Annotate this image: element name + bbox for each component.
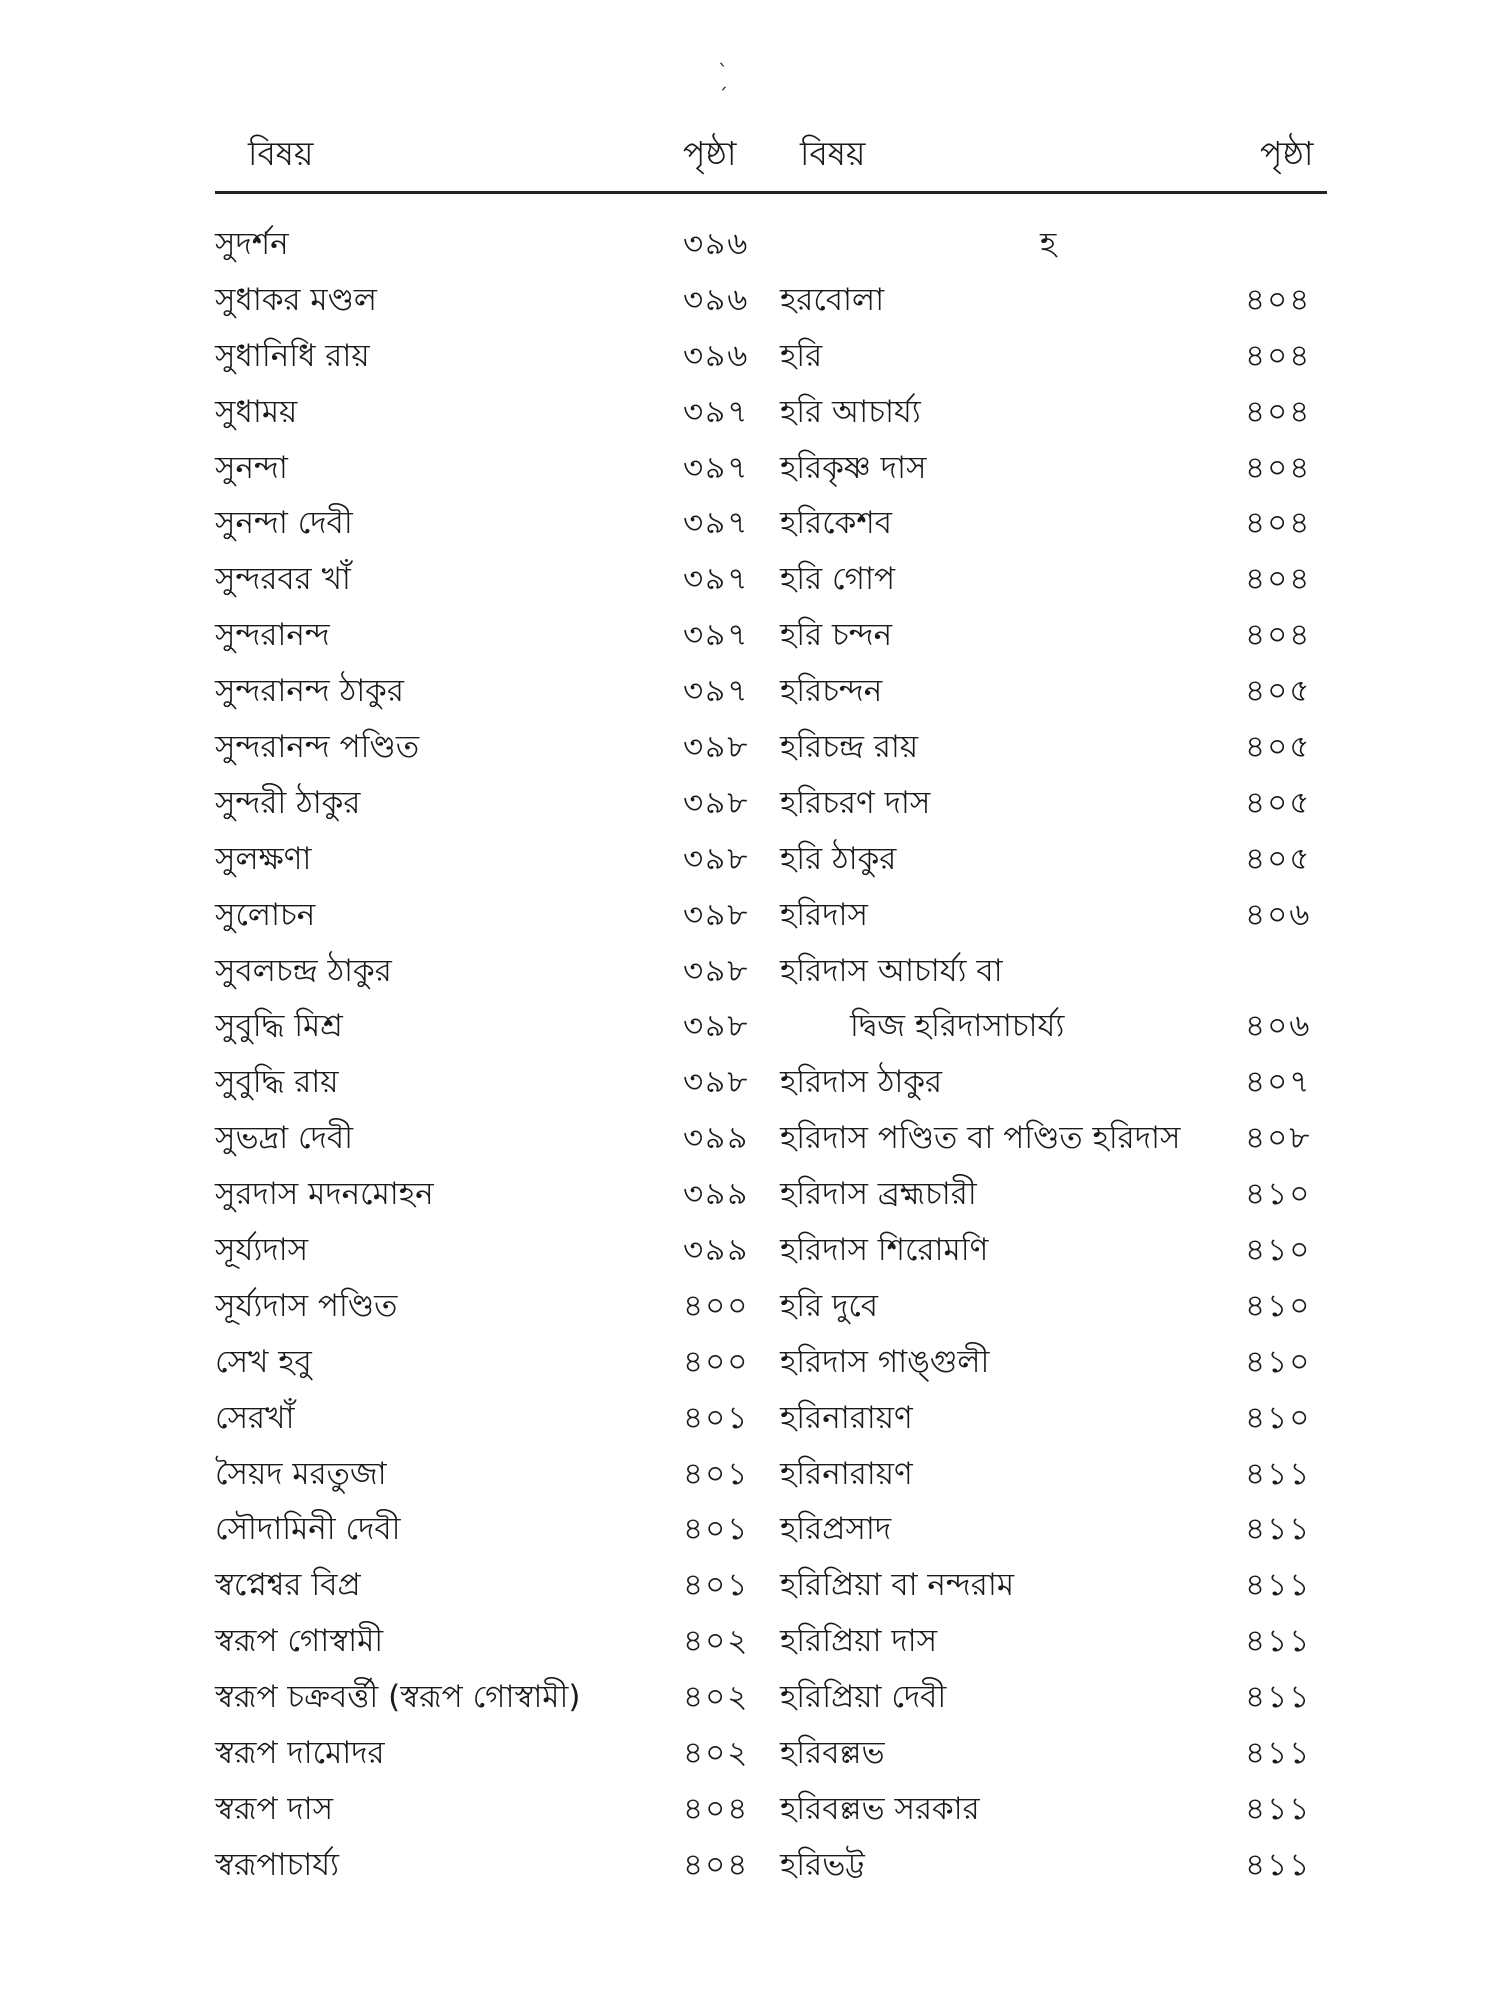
right-entry-name: হরিপ্রিয়া বা নন্দরাম bbox=[780, 1567, 1015, 1604]
index-rows bbox=[0, 216, 1500, 1893]
right-entry-name: হরিপ্রিয়া দেবী bbox=[780, 1679, 947, 1716]
right-entry-name: হরিদাস bbox=[780, 896, 868, 933]
right-entry-name: দ্বিজ হরিদাসাচার্য্য bbox=[850, 1008, 1065, 1045]
right-entry-name: হরবোলা bbox=[780, 281, 885, 318]
index-row bbox=[0, 607, 1500, 663]
right-entry-page: ৪১১ bbox=[1245, 1623, 1312, 1660]
left-entry-name: স্বরূপ গোস্বামী bbox=[215, 1623, 384, 1660]
index-row bbox=[0, 1278, 1500, 1334]
index-row bbox=[0, 831, 1500, 887]
left-entry-page: ৪০১ bbox=[683, 1455, 750, 1492]
header-page-right: পৃষ্ঠা bbox=[1260, 134, 1314, 173]
header-page-left: পৃষ্ঠা bbox=[683, 134, 737, 173]
right-entry-page: ৪০৪ bbox=[1245, 505, 1312, 542]
index-row bbox=[0, 1222, 1500, 1278]
left-entry-page: ৩৯৮ bbox=[683, 840, 750, 877]
right-entry-page: ৪১১ bbox=[1245, 1455, 1312, 1492]
left-entry-page: ৩৯৯ bbox=[683, 1176, 750, 1213]
right-entry-page: ৪১১ bbox=[1245, 1735, 1312, 1772]
right-entry-page: ৪১০ bbox=[1245, 1399, 1312, 1436]
left-entry-page: ৩৯৬ bbox=[683, 226, 750, 262]
left-entry-name: সুলক্ষণা bbox=[215, 840, 312, 877]
right-entry-name: হরিনারায়ণ bbox=[780, 1399, 913, 1436]
right-entry-page: ৪০৪ bbox=[1245, 337, 1312, 374]
left-entry-name: সূর্য্যদাস পণ্ডিত bbox=[215, 1287, 398, 1324]
index-row bbox=[0, 1334, 1500, 1390]
right-entry-page: ৪০৫ bbox=[1245, 784, 1312, 821]
left-entry-name: সৌদামিনী দেবী bbox=[215, 1511, 401, 1548]
left-entry-page: ৪০৪ bbox=[683, 1846, 750, 1883]
right-entry-name: হরিপ্রসাদ bbox=[780, 1511, 892, 1548]
left-entry-page: ৪০১ bbox=[683, 1511, 750, 1548]
index-row bbox=[0, 1390, 1500, 1446]
left-entry-page: ৩৯৭ bbox=[683, 673, 750, 710]
top-mark: ` ´ bbox=[718, 60, 778, 108]
left-entry-name: সুধাময় bbox=[215, 393, 298, 430]
left-entry-name: স্বরূপ চক্রবর্ত্তী (স্বরূপ গোস্বামী) bbox=[215, 1679, 581, 1716]
right-entry-page: ৪১১ bbox=[1245, 1679, 1312, 1716]
left-entry-page: ৪০১ bbox=[683, 1567, 750, 1604]
left-entry-name: সুন্দরবর খাঁ bbox=[215, 561, 351, 598]
index-row bbox=[0, 775, 1500, 831]
right-entry-name: হ bbox=[1040, 226, 1057, 262]
right-entry-page: ৪১১ bbox=[1245, 1846, 1312, 1883]
index-row bbox=[0, 551, 1500, 607]
right-entry-name: হরিদাস আচার্য্য বা bbox=[780, 952, 1003, 989]
right-entry-name: হরিনারায়ণ bbox=[780, 1455, 913, 1492]
index-row bbox=[0, 1501, 1500, 1557]
left-entry-name: সৈয়দ মরতুজা bbox=[215, 1455, 387, 1492]
index-row bbox=[0, 272, 1500, 328]
index-row bbox=[0, 328, 1500, 384]
right-entry-name: হরি bbox=[780, 337, 823, 374]
left-entry-page: ৪০০ bbox=[683, 1287, 750, 1324]
right-entry-page: ৪১১ bbox=[1245, 1511, 1312, 1548]
column-header-row bbox=[0, 128, 1500, 178]
right-entry-page: ৪১০ bbox=[1245, 1287, 1312, 1324]
index-row bbox=[0, 887, 1500, 943]
right-entry-name: হরিভট্ট bbox=[780, 1846, 865, 1883]
right-entry-name: হরিদাস শিরোমণি bbox=[780, 1232, 989, 1269]
left-entry-name: সুধাকর মণ্ডল bbox=[215, 281, 378, 318]
right-entry-page: ৪১০ bbox=[1245, 1232, 1312, 1269]
right-entry-page: ৪০৬ bbox=[1245, 1008, 1312, 1045]
left-entry-name: সুধানিধি রায় bbox=[215, 337, 370, 374]
index-row bbox=[0, 440, 1500, 496]
right-entry-page: ৪১১ bbox=[1245, 1790, 1312, 1827]
index-row bbox=[0, 719, 1500, 775]
index-row bbox=[0, 1837, 1500, 1893]
left-entry-name: সেরখাঁ bbox=[215, 1399, 295, 1436]
left-entry-page: ৪০৪ bbox=[683, 1790, 750, 1827]
right-entry-page: ৪০৮ bbox=[1245, 1120, 1312, 1157]
left-entry-name: সুনন্দা bbox=[215, 449, 288, 486]
left-entry-name: সুবলচন্দ্র ঠাকুর bbox=[215, 952, 392, 989]
right-entry-page: ৪০৪ bbox=[1245, 393, 1312, 430]
right-entry-name: হরিদাস ঠাকুর bbox=[780, 1064, 943, 1101]
right-entry-name: হরিপ্রিয়া দাস bbox=[780, 1623, 938, 1660]
left-entry-name: সুন্দরানন্দ পণ্ডিত bbox=[215, 729, 420, 766]
right-entry-name: হরিদাস গাঙ্গুলী bbox=[780, 1343, 990, 1380]
left-entry-name: সুন্দরানন্দ ঠাকুর bbox=[215, 673, 404, 710]
right-entry-name: হরিচন্দ্র রায় bbox=[780, 729, 919, 766]
right-entry-name: হরি চন্দন bbox=[780, 617, 893, 654]
right-entry-name: হরি গোপ bbox=[780, 561, 895, 598]
left-entry-name: সুদর্শন bbox=[215, 226, 289, 262]
header-subject-left: বিষয় bbox=[248, 134, 314, 173]
right-entry-page: ৪০৪ bbox=[1245, 561, 1312, 598]
index-row bbox=[0, 495, 1500, 551]
left-entry-page: ৩৯৮ bbox=[683, 784, 750, 821]
left-entry-name: সুভদ্রা দেবী bbox=[215, 1120, 354, 1157]
left-entry-page: ৩৯৭ bbox=[683, 505, 750, 542]
left-entry-page: ৩৯৮ bbox=[683, 1064, 750, 1101]
index-row bbox=[0, 384, 1500, 440]
index-row bbox=[0, 1054, 1500, 1110]
right-entry-page: ৪০৫ bbox=[1245, 840, 1312, 877]
right-entry-page: ৪০৪ bbox=[1245, 617, 1312, 654]
left-entry-name: স্বরূপ দাস bbox=[215, 1790, 334, 1827]
header-divider bbox=[215, 191, 1327, 194]
left-entry-name: সুন্দরী ঠাকুর bbox=[215, 784, 361, 821]
right-entry-name: হরিদাস ব্রহ্মচারী bbox=[780, 1176, 977, 1213]
left-entry-name: সুনন্দা দেবী bbox=[215, 505, 353, 542]
left-entry-page: ৪০০ bbox=[683, 1343, 750, 1380]
left-entry-name: সুন্দরানন্দ bbox=[215, 617, 330, 654]
left-entry-page: ৪০১ bbox=[683, 1399, 750, 1436]
left-entry-name: সেখ হবু bbox=[215, 1343, 312, 1380]
right-entry-page: ৪১১ bbox=[1245, 1567, 1312, 1604]
index-row bbox=[0, 943, 1500, 999]
left-entry-page: ৪০২ bbox=[683, 1735, 750, 1772]
right-entry-name: হরি দুবে bbox=[780, 1287, 879, 1324]
index-row bbox=[0, 1446, 1500, 1502]
left-entry-page: ৩৯৮ bbox=[683, 729, 750, 766]
right-entry-name: হরিকেশব bbox=[780, 505, 892, 542]
right-entry-name: হরিচন্দন bbox=[780, 673, 883, 710]
index-row bbox=[0, 1669, 1500, 1725]
right-entry-page: ৪০৫ bbox=[1245, 729, 1312, 766]
index-row bbox=[0, 663, 1500, 719]
index-row bbox=[0, 1166, 1500, 1222]
right-entry-page: ৪০৭ bbox=[1245, 1064, 1312, 1101]
left-entry-page: ৩৯৯ bbox=[683, 1120, 750, 1157]
right-entry-name: হরিচরণ দাস bbox=[780, 784, 931, 821]
index-row bbox=[0, 998, 1500, 1054]
index-row bbox=[0, 1110, 1500, 1166]
right-entry-page: ৪০৪ bbox=[1245, 449, 1312, 486]
right-entry-page: ৪০৫ bbox=[1245, 673, 1312, 710]
left-entry-name: সুরদাস মদনমোহন bbox=[215, 1176, 434, 1213]
left-entry-page: ৩৯৬ bbox=[683, 281, 750, 318]
header-subject-right: বিষয় bbox=[800, 134, 866, 173]
left-entry-page: ৩৯৮ bbox=[683, 952, 750, 989]
index-row bbox=[0, 1557, 1500, 1613]
index-row bbox=[0, 1725, 1500, 1781]
left-entry-page: ৩৯৯ bbox=[683, 1232, 750, 1269]
right-entry-page: ৪০৬ bbox=[1245, 896, 1312, 933]
left-entry-name: সূর্য্যদাস bbox=[215, 1232, 309, 1269]
left-entry-page: ৩৯৭ bbox=[683, 617, 750, 654]
right-entry-name: হরিবল্লভ bbox=[780, 1735, 885, 1772]
left-entry-page: ৩৯৭ bbox=[683, 449, 750, 486]
left-entry-page: ৩৯৮ bbox=[683, 1008, 750, 1045]
left-entry-page: ৪০২ bbox=[683, 1679, 750, 1716]
right-entry-page: ৪১০ bbox=[1245, 1343, 1312, 1380]
right-entry-name: হরি আচার্য্য bbox=[780, 393, 921, 430]
left-entry-page: ৩৯৭ bbox=[683, 561, 750, 598]
right-entry-name: হরিকৃষ্ণ দাস bbox=[780, 449, 927, 486]
left-entry-name: সুবুদ্ধি মিশ্র bbox=[215, 1008, 343, 1045]
index-row bbox=[0, 1613, 1500, 1669]
left-entry-name: স্বপ্নেশ্বর বিপ্র bbox=[215, 1567, 361, 1604]
right-entry-name: হরি ঠাকুর bbox=[780, 840, 897, 877]
right-entry-page: ৪১০ bbox=[1245, 1176, 1312, 1213]
left-entry-name: সুলোচন bbox=[215, 896, 316, 933]
left-entry-name: স্বরূপ দামোদর bbox=[215, 1735, 385, 1772]
left-entry-page: ৩৯৭ bbox=[683, 393, 750, 430]
left-entry-name: স্বরূপাচার্য্য bbox=[215, 1846, 340, 1883]
right-entry-page: ৪০৪ bbox=[1245, 281, 1312, 318]
index-row bbox=[0, 216, 1500, 272]
left-entry-page: ৩৯৬ bbox=[683, 337, 750, 374]
left-entry-page: ৩৯৮ bbox=[683, 896, 750, 933]
left-entry-page: ৪০২ bbox=[683, 1623, 750, 1660]
left-entry-name: সুবুদ্ধি রায় bbox=[215, 1064, 339, 1101]
right-entry-name: হরিবল্লভ সরকার bbox=[780, 1790, 980, 1827]
index-row bbox=[0, 1781, 1500, 1837]
right-entry-name: হরিদাস পণ্ডিত বা পণ্ডিত হরিদাস bbox=[780, 1120, 1181, 1157]
